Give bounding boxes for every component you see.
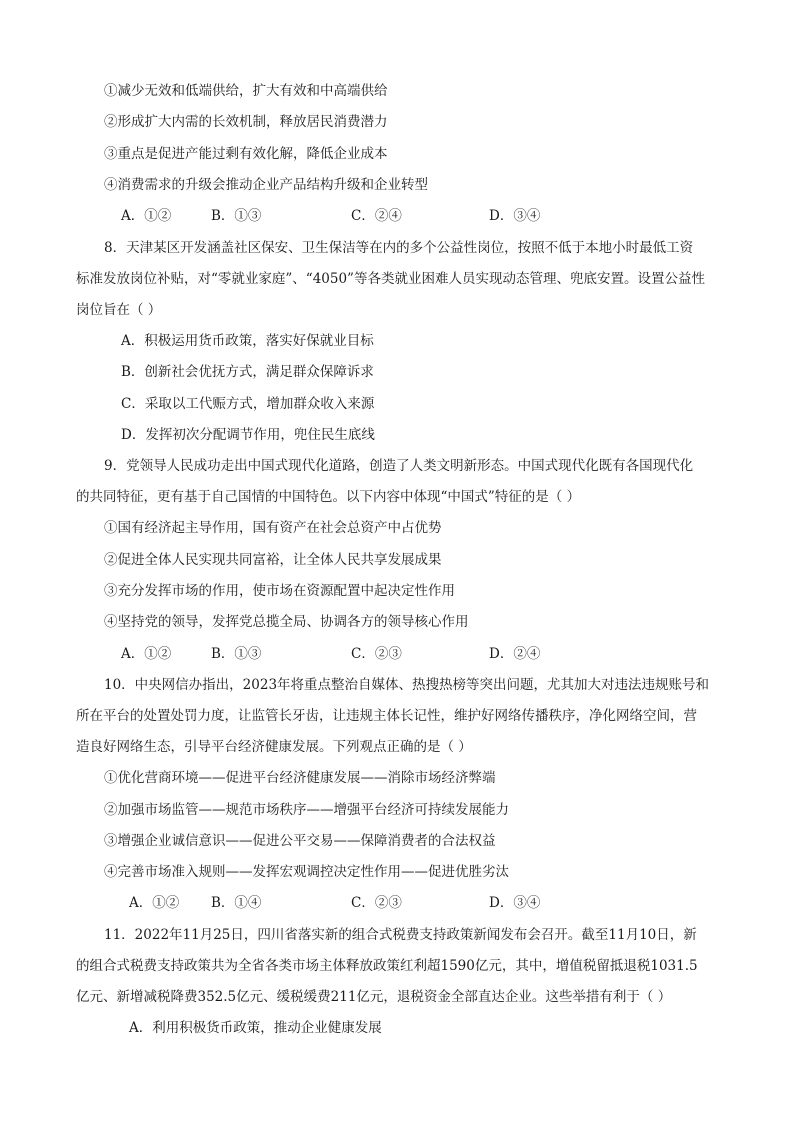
q7-item-2: ②形成扩大内需的长效机制，释放居民消费潜力: [104, 114, 388, 130]
q10-choice-a: A．①②: [129, 895, 180, 911]
q10-choices: [0, 893, 700, 913]
q7-item-3: ③重点是促进产能过剩有效化解，降低企业成本: [104, 146, 388, 162]
q9-item-2: ②促进全体人民实现共同富裕，让全体人民共享发展成果: [104, 552, 442, 568]
q10-choice-b: B．①④: [211, 895, 262, 911]
q8-stem-line-1: 8．天津某区开发涵盖社区保安、卫生保洁等在内的多个公益性岗位，按照不低于本地小时最低工资: [104, 240, 694, 256]
q10-choice-c: C．②③: [351, 895, 402, 911]
q10-item-2: ②加强市场监管——规范市场秩序——增强平台经济可持续发展能力: [104, 802, 509, 818]
q7-choice-b: B．①③: [211, 208, 262, 224]
q8-option-b: B．创新社会优抚方式，满足群众保障诉求: [121, 364, 374, 380]
q8-option-a: A．积极运用货币政策，落实好保就业目标: [121, 333, 374, 349]
q8-stem-line-3: 岗位旨在（ ）: [76, 302, 162, 318]
q9-choice-a: A．①②: [121, 646, 172, 662]
q10-stem-line-2: 所在平台的处置处罚力度，让监管长牙齿，让违规主体长记性，维护好网络传播秩序，净化网络空间，营: [76, 708, 697, 724]
q9-item-4: ④坚持党的领导，发挥党总揽全局、协调各方的领导核心作用: [104, 614, 469, 630]
q10-item-3: ③增强企业诚信意识——促进公平交易——保障消费者的合法权益: [104, 833, 496, 849]
q9-item-3: ③充分发挥市场的作用，使市场在资源配置中起决定性作用: [104, 583, 455, 599]
q8-option-c: C．采取以工代赈方式，增加群众收入来源: [121, 396, 375, 412]
q9-choices: [0, 644, 700, 664]
q8-stem-line-2: 标准发放岗位补贴，对“零就业家庭”、“4050”等各类就业困难人员实现动态管理、兜底安置。设置公益性: [76, 271, 705, 287]
q11-stem-line-3: 亿元、新增减税降费352.5亿元、缓税缓费211亿元，退税资金全部直达企业。这些举措有利于（ ）: [76, 989, 672, 1005]
q9-item-1: ①国有经济起主导作用，国有资产在社会总资产中占优势: [104, 520, 442, 536]
q10-item-1: ①优化营商环境——促进平台经济健康发展——消除市场经济弊端: [104, 770, 496, 786]
q11-stem-line-2: 的组合式税费支持政策共为全省各类市场主体释放政策红利超1590亿元，其中，增值税留抵退税1031.5: [76, 958, 698, 974]
q10-stem-line-3: 造良好网络生态，引导平台经济健康发展。下列观点正确的是（ ）: [76, 739, 472, 755]
q7-choice-d: D．③④: [489, 208, 541, 224]
q7-choice-a: A．①②: [121, 208, 172, 224]
q11-option-a: A．利用积极货币政策，推动企业健康发展: [129, 1020, 382, 1036]
q7-item-4: ④消费需求的升级会推动企业产品结构升级和企业转型: [104, 177, 428, 193]
q11-stem-line-1: 11．2022年11月25日，四川省落实新的组合式税费支持政策新闻发布会召开。截至11月10日，新: [104, 927, 697, 943]
q8-option-d: D．发挥初次分配调节作用，兜住民生底线: [121, 427, 375, 443]
q10-choice-d: D．③④: [489, 895, 541, 911]
q9-choice-d: D．②④: [489, 646, 541, 662]
q7-choice-c: C．②④: [351, 208, 402, 224]
q9-choice-c: C．②③: [351, 646, 402, 662]
q7-item-1: ①减少无效和低端供给，扩大有效和中高端供给: [104, 83, 388, 99]
q7-choices: [0, 206, 700, 226]
q9-choice-b: B．①③: [211, 646, 262, 662]
q9-stem-line-1: 9．党领导人民成功走出中国式现代化道路，创造了人类文明新形态。中国式现代化既有各国现代化: [104, 458, 694, 474]
q9-stem-line-2: 的共同特征，更有基于自己国情的中国特色。以下内容中体现“中国式”特征的是（ ）: [76, 489, 581, 505]
q10-stem-line-1: 10．中央网信办指出，2023年将重点整治自媒体、热搜热榜等突出问题，尤其加大对违法违规账号和: [104, 677, 710, 693]
q10-item-4: ④完善市场准入规则——发挥宏观调控决定性作用——促进优胜劣汰: [104, 864, 509, 880]
